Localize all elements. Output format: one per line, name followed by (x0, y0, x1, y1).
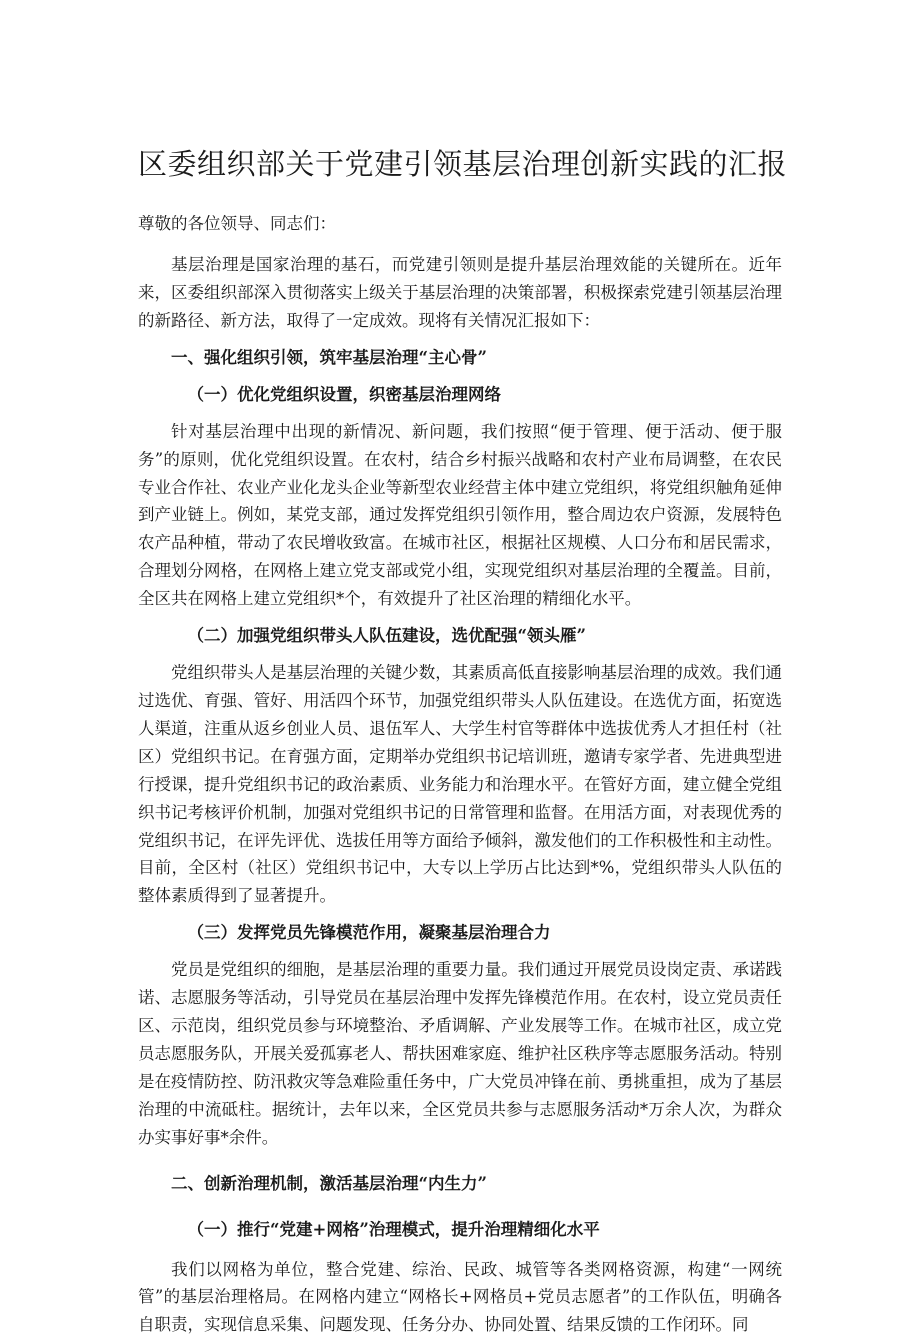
section-1-1-paragraph: 针对基层治理中出现的新情况、新问题，我们按照“便于管理、便于活动、便于服务”的原则，优化党组织设置。在农村，结合乡村振兴战略和农村产业布局调整，在农民专业合作社、农业产业化龙头企业等新型农业经营主体中建立党组织，将党组织触角延伸到产业链上。例如，某党支部，通过发挥党组织引领作用，整合周边农户资源，发展特色农产品种植，带动了农民增收致富。在城市社区，根据社区规模、人口分布和居民需求，合理划分网格，在网格上建立党支部或党小组，实现党组织对基层治理的全覆盖。目前，全区共在网格上建立党组织*个，有效提升了社区治理的精细化水平。 (138, 421, 782, 609)
intro-paragraph: 基层治理是国家治理的基石，而党建引领则是提升基层治理效能的关键所在。近年来，区委组织部深入贯彻落实上级关于基层治理的决策部署，积极探索党建引领基层治理的新路径、新方法，取得了一定成效。现将有关情况汇报如下： (138, 255, 782, 330)
section-1-2-paragraph: 党组织带头人是基层治理的关键少数，其素质高低直接影响基层治理的成效。我们通过选优、育强、管好、用活四个环节，加强党组织带头人队伍建设。在选优方面，拓宽选人渠道，注重从返乡创业人员、退伍军人、大学生村官等群体中选拔优秀人才担任村（社区）党组织书记。在育强方面，定期举办党组织书记培训班，邀请专家学者、先进典型进行授课，提升党组织书记的政治素质、业务能力和治理水平。在管好方面，建立健全党组织书记考核评价机制，加强对党组织书记的日常管理和监督。在用活方面，对表现优秀的党组织书记，在评先评优、选拔任用等方面给予倾斜，激发他们的工作积极性和主动性。目前，全区村（社区）党组织书记中，大专以上学历占比达到*%，党组织带头人队伍的整体素质得到了显著提升。 (138, 663, 782, 906)
section-2-1-heading: （一）推行“党建+网格”治理模式，提升治理精细化水平 (187, 1219, 600, 1239)
section-1-3-heading: （三）发挥党员先锋模范作用，凝聚基层治理合力 (187, 923, 551, 943)
section-1-1-heading: （一）优化党组织设置，织密基层治理网络 (187, 384, 501, 404)
document-page (138, 140, 788, 1339)
section-2-1-paragraph: 我们以网格为单位，整合党建、综治、民政、城管等各类网格资源，构建“一网统管”的基层治理格局。在网格内建立“网格长+网格员+党员志愿者”的工作队伍，明确各自职责，实现信息采集、问题发现、任务分办、协同处置、结果反馈的工作闭环。同 (138, 1259, 782, 1335)
section-1-heading: 一、强化组织引领，筑牢基层治理“主心骨” (171, 347, 487, 367)
section-1-2-heading: （二）加强党组织带头人队伍建设，选优配强“领头雁” (187, 626, 586, 646)
section-2-heading: 二、创新治理机制，激活基层治理“内生力” (171, 1173, 487, 1193)
document-title: 区委组织部关于党建引领基层治理创新实践的汇报 (138, 147, 788, 181)
section-1-3-paragraph: 党员是党组织的细胞，是基层治理的重要力量。我们通过开展党员设岗定责、承诺践诺、志愿服务等活动，引导党员在基层治理中发挥先锋模范作用。在农村，设立党员责任区、示范岗，组织党员参与环境整治、矛盾调解、产业发展等工作。在城市社区，成立党员志愿服务队，开展关爱孤寡老人、帮扶困难家庭、维护社区秩序等志愿服务活动。特别是在疫情防控、防汛救灾等急难险重任务中，广大党员冲锋在前、勇挑重担，成为了基层治理的中流砥柱。据统计，去年以来，全区党员共参与志愿服务活动*万余人次，为群众办实事好事*余件。 (138, 960, 782, 1147)
greeting: 尊敬的各位领导、同志们： (138, 214, 336, 233)
